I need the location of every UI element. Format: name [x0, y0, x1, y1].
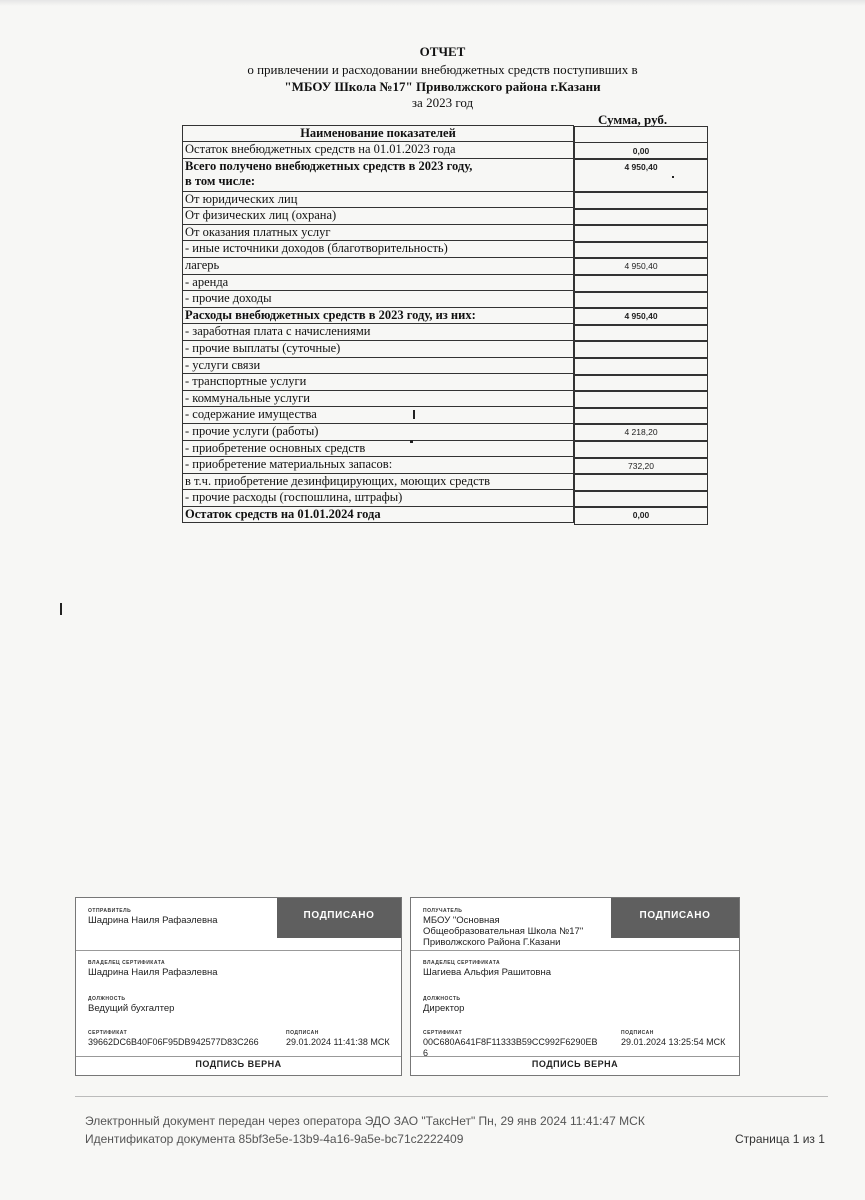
signed-status-badge: ПОДПИСАНО — [277, 898, 401, 938]
column-header-value — [574, 126, 708, 143]
scan-edge — [0, 0, 865, 6]
table-row — [183, 324, 704, 341]
table-row — [183, 158, 704, 191]
divider — [411, 950, 739, 951]
row-label: От оказания платных услуг — [183, 224, 574, 241]
row-label: - услуги связи — [183, 357, 574, 374]
row-value: 4 950,40 — [574, 307, 708, 326]
table-row — [183, 340, 704, 357]
organization-name: "МБОУ Школа №17" Приволжского района г.Казани — [284, 79, 601, 94]
certificate-line: 00C680A641F8F11333B59CC992F6290EB — [423, 1037, 598, 1047]
row-label: - прочие услуги (работы) — [183, 423, 574, 440]
table-row — [183, 291, 704, 308]
sum-column-label: Сумма, руб. — [598, 112, 668, 127]
cert-owner: Шадрина Наиля Рафаэлевна — [88, 967, 218, 978]
row-label: - прочие доходы — [183, 291, 574, 308]
row-label: Расходы внебюджетных средств в 2023 году, из них: — [183, 307, 574, 324]
receiver-name-line: Приволжского Района Г.Казани — [423, 937, 561, 948]
row-value: 4 950,40 — [574, 257, 708, 276]
owner-label: ВЛАДЕЛЕЦ СЕРТИФИКАТА — [423, 960, 501, 966]
table-row — [183, 390, 704, 407]
table-row — [183, 374, 704, 391]
signed-label: ПОДПИСАН — [621, 1030, 654, 1036]
row-label: - приобретение материальных запасов: — [183, 457, 574, 474]
table-row — [183, 423, 704, 440]
owner-position: Ведущий бухгалтер — [88, 1003, 175, 1014]
receiver-name-line: Общеобразовательная Школа №17" — [423, 926, 584, 937]
row-label: - коммунальные услуги — [183, 390, 574, 407]
table-row — [183, 457, 704, 474]
scan-speck — [60, 603, 62, 615]
table-row — [183, 241, 704, 258]
table-row — [183, 357, 704, 374]
table-row — [183, 440, 704, 457]
sender-name: Шадрина Наиля Рафаэлевна — [88, 915, 218, 926]
position-label: ДОЛЖНОСТЬ — [88, 996, 126, 1002]
table-row — [183, 257, 704, 274]
row-label: - прочие расходы (госпошлина, штрафы) — [183, 490, 574, 507]
table-row — [183, 274, 704, 291]
row-label: в т.ч. приобретение дезинфицирующих, моющих средств — [183, 473, 574, 490]
row-value: 4 950,40 — [574, 158, 708, 193]
receiver-name-line: МБОУ "Основная — [423, 915, 500, 926]
row-label: - иные источники доходов (благотворительность) — [183, 241, 574, 258]
sender-signature-card — [75, 897, 402, 1076]
row-label: - заработная плата с начислениями — [183, 324, 574, 341]
owner-position: Директор — [423, 1003, 465, 1014]
table-row — [183, 142, 704, 159]
footer-divider — [75, 1096, 828, 1097]
row-value: 0,00 — [574, 506, 708, 525]
certificate-line: 6 — [423, 1048, 429, 1058]
row-label: лагерь — [183, 257, 574, 274]
scan-speck — [413, 410, 415, 419]
sender-role-label: ОТПРАВИТЕЛЬ — [88, 908, 132, 914]
signed-datetime: 29.01.2024 13:25:54 МСК — [621, 1037, 726, 1047]
row-label: - аренда — [183, 274, 574, 291]
divider — [76, 950, 401, 951]
row-value: 4 218,20 — [574, 423, 708, 442]
receiver-name — [423, 915, 583, 948]
receiver-signature-card — [410, 897, 740, 1076]
row-value: 0,00 — [574, 142, 708, 161]
table-row — [183, 191, 704, 208]
row-label-line: в том числе: — [185, 173, 256, 188]
certificate-label: СЕРТИФИКАТ — [88, 1030, 128, 1036]
signed-label: ПОДПИСАН — [286, 1030, 319, 1036]
position-label: ДОЛЖНОСТЬ — [423, 996, 461, 1002]
certificate-number: 39662DC6B40F06F95DB942577D83C266 — [88, 1037, 259, 1047]
edo-operator-line: Электронный документ передан через оператора ЭДО ЗАО "ТаксНет" Пн, 29 янв 2024 11:41:47 МСК — [85, 1114, 645, 1128]
table-row — [183, 473, 704, 490]
page-number: Страница 1 из 1 — [735, 1132, 825, 1146]
certificate-label: СЕРТИФИКАТ — [423, 1030, 463, 1036]
row-label: - приобретение основных средств — [183, 440, 574, 457]
table-row — [183, 224, 704, 241]
table-row — [183, 490, 704, 507]
signed-datetime: 29.01.2024 11:41:38 МСК — [286, 1037, 390, 1047]
report-table — [182, 125, 704, 523]
table-row — [183, 506, 704, 523]
row-label: Остаток средств на 01.01.2024 года — [183, 506, 574, 523]
owner-label: ВЛАДЕЛЕЦ СЕРТИФИКАТА — [88, 960, 166, 966]
column-header-name: Наименование показателей — [183, 126, 574, 142]
row-label-line: Всего получено внебюджетных средств в 2023 году, — [185, 158, 473, 173]
row-label: - транспортные услуги — [183, 374, 574, 391]
document-id-line: Идентификатор документа 85bf3e5e-13b9-4a16-9a5e-bc71c2222409 — [85, 1132, 464, 1146]
row-label: От юридических лиц — [183, 191, 574, 208]
signature-valid-label: ПОДПИСЬ ВЕРНА — [76, 1056, 401, 1075]
signed-status-badge: ПОДПИСАНО — [611, 898, 739, 938]
report-subtitle: о привлечении и расходовании внебюджетных средств поступивших в — [247, 62, 638, 77]
cert-owner: Шагиева Альфия Рашитовна — [423, 967, 551, 978]
signature-valid-label: ПОДПИСЬ ВЕРНА — [411, 1056, 739, 1075]
row-label: Остаток внебюджетных средств на 01.01.2023 года — [183, 142, 574, 159]
table-header-row — [183, 126, 704, 142]
table-row — [183, 407, 704, 424]
row-label: От физических лиц (охрана) — [183, 208, 574, 225]
row-label — [183, 158, 574, 191]
table-row — [183, 307, 704, 324]
scan-speck — [410, 440, 413, 443]
row-value: 732,20 — [574, 457, 708, 476]
report-period: за 2023 год — [411, 95, 474, 110]
row-label: - содержание имущества — [183, 407, 574, 424]
report-title: ОТЧЕТ — [419, 44, 466, 59]
table-row — [183, 208, 704, 225]
receiver-role-label: ПОЛУЧАТЕЛЬ — [423, 908, 463, 914]
scan-speck — [672, 176, 674, 178]
row-label: - прочие выплаты (суточные) — [183, 340, 574, 357]
